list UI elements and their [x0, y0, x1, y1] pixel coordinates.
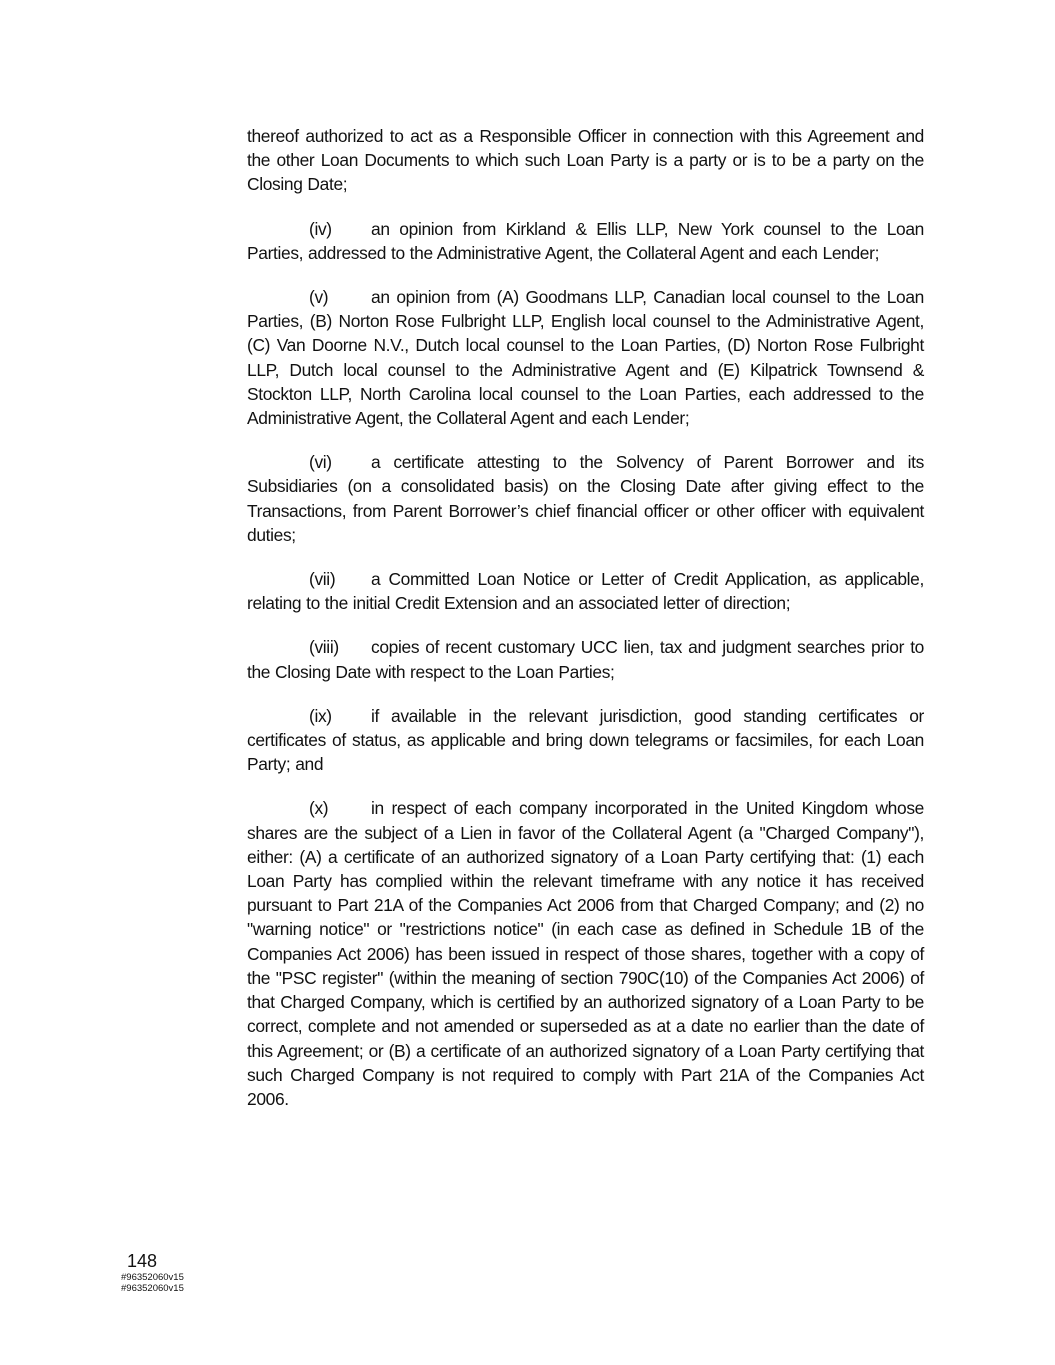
list-item	[247, 450, 924, 547]
list-item	[247, 635, 924, 683]
document-id: #96352060v15	[121, 1272, 184, 1283]
list-item	[247, 567, 924, 615]
list-item	[247, 796, 924, 1111]
item-text: an opinion from (A) Goodmans LLP, Canadian local counsel to the Loan Parties, (B) Norton Rose Fulbright LLP, English local counsel to the Administrative Agent, (C) Van Doorne N.V., Dutch local counsel to the Loan Parties, (D) Norton Rose Fulbright LLP, Dutch local counsel to the Administrative Agent and (E) Kilpatrick Townsend & Stockton LLP, North Carolina local counsel to the Loan Parties, each addressed to the Administrative Agent, the Collateral Agent and each Lender;	[247, 287, 924, 429]
item-label: (x)	[309, 798, 329, 819]
document-body	[247, 124, 924, 1131]
item-text: a Committed Loan Notice or Letter of Credit Application, as applicable, relating to the initial Credit Extension and an associated letter of direction;	[247, 569, 924, 614]
item-text: a certificate attesting to the Solvency of Parent Borrower and its Subsidiaries (on a consolidated basis) on the Closing Date after giving effect to the Transactions, from Parent Borrower’s chief financial officer or other officer with equivalent duties;	[247, 452, 924, 545]
item-label: (vii)	[309, 569, 336, 590]
list-item	[247, 704, 924, 777]
item-label: (viii)	[309, 637, 339, 658]
page-number: 148	[127, 1251, 158, 1271]
item-text: copies of recent customary UCC lien, tax and judgment searches prior to the Closing Date with respect to the Loan Parties;	[247, 637, 924, 682]
page-footer	[121, 1250, 184, 1294]
item-label: (ix)	[309, 705, 332, 726]
list-item	[247, 285, 924, 430]
list-item	[247, 217, 924, 265]
item-text: if available in the relevant jurisdiction, good standing certificates or certificates of status, as applicable and bring down telegrams or facsimiles, for each Loan Party; and	[247, 705, 924, 775]
item-label: (v)	[309, 287, 329, 308]
item-label: (vi)	[309, 452, 332, 473]
item-text: in respect of each company incorporated in the United Kingdom whose shares are the subject of a Lien in favor of the Collateral Agent (a "Charged Company"), either: (A) a certificate of an authorized signatory of a Loan Party certifying that: (1) each Loan Party has complied within the relevant timeframe with any notice it has received pursuant to Part 21A of the Companies Act 2006 from that Charged Company; and (2) no "warning notice" or "restrictions notice" (in each case as defined in Schedule 1B of the Companies Act 2006) has been issued in respect of those shares, together with a copy of the "PSC register" (within the meaning of section 790C(10) of the Companies Act 2006) of that Charged Company, which is certified by an authorized signatory of a Loan Party to be correct, complete and not amended or superseded as at a date no earlier than the date of this Agreement; or (B) a certificate of an authorized signatory of a Loan Party certifying that such Charged Company is not required to comply with Part 21A of the Companies Act 2006.	[247, 798, 924, 1109]
item-label: (iv)	[309, 218, 332, 239]
document-id: #96352060v15	[121, 1283, 184, 1294]
item-text: an opinion from Kirkland & Ellis LLP, New York counsel to the Loan Parties, addressed to the Administrative Agent, the Collateral Agent and each Lender;	[247, 218, 924, 263]
intro-paragraph: thereof authorized to act as a Responsible Officer in connection with this Agreement and the other Loan Documents to which such Loan Party is a party or is to be a party on the Closing Date;	[247, 126, 924, 195]
